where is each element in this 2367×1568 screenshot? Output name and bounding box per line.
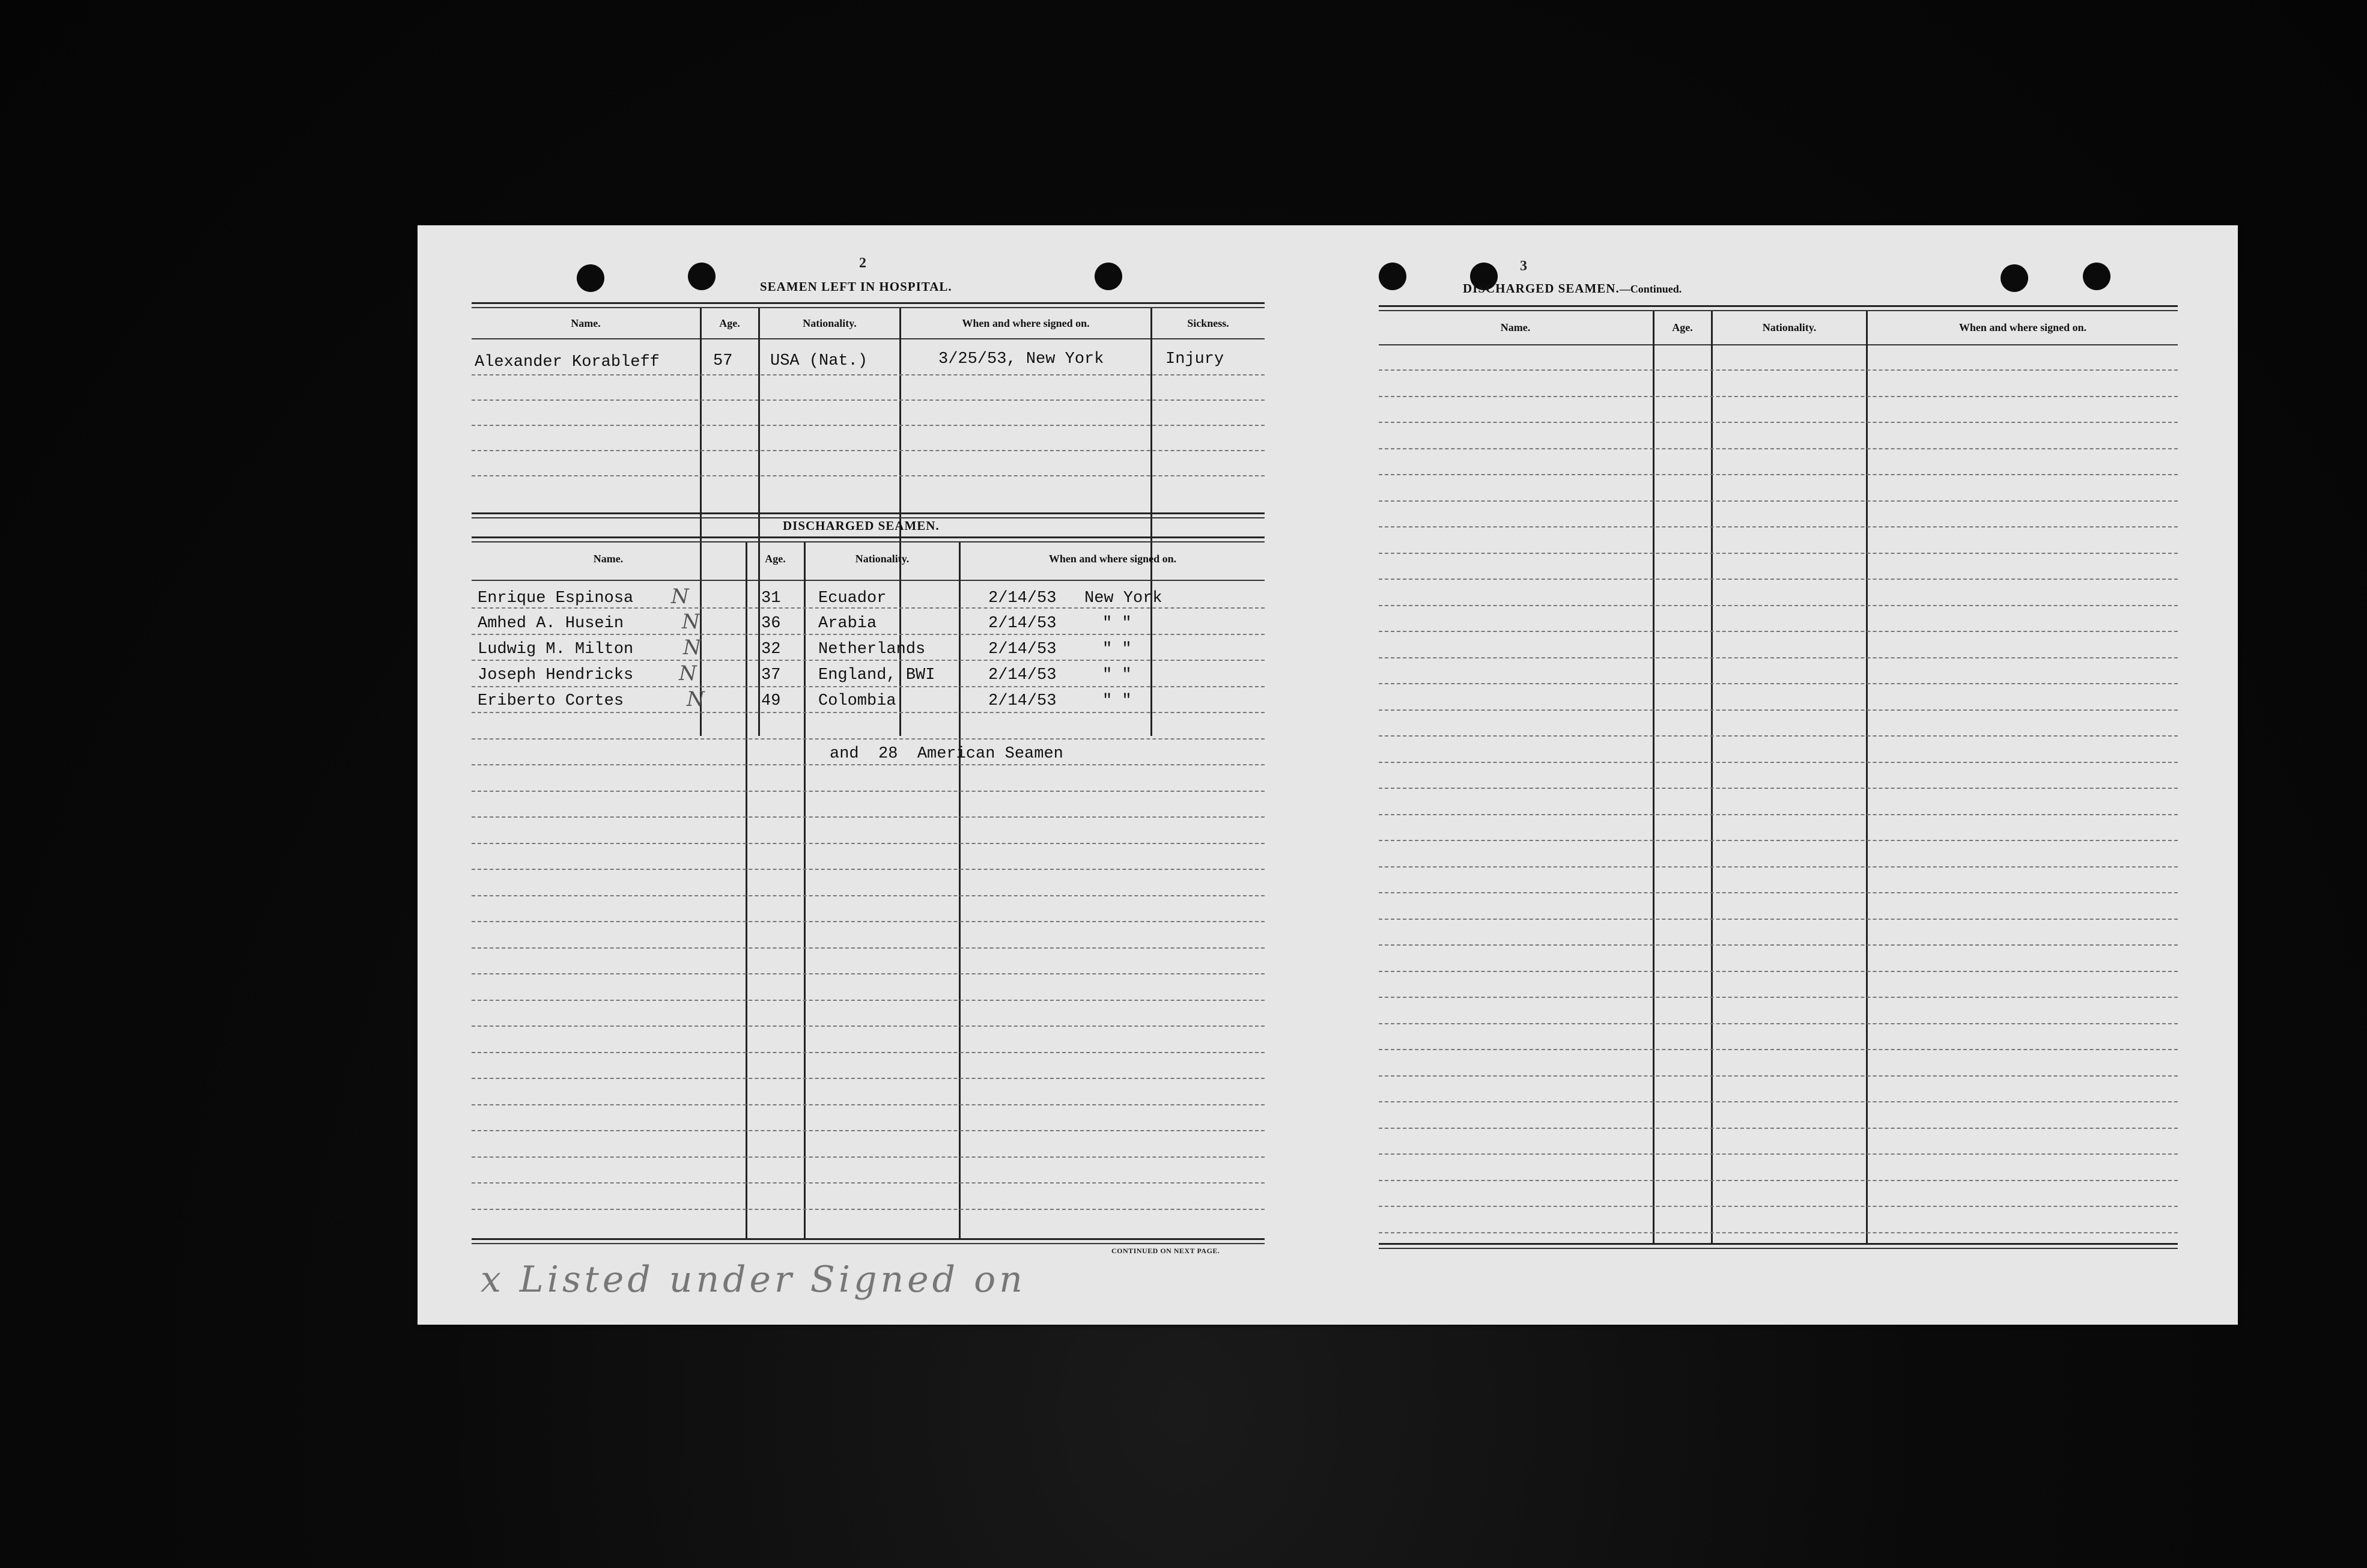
col-header-sickness: Sickness.	[1187, 317, 1229, 329]
title-text: DISCHARGED SEAMEN.	[1463, 281, 1620, 296]
handwritten-note: x Listed under Signed on	[481, 1259, 1026, 1301]
rule	[1379, 1243, 2178, 1245]
row-line	[472, 973, 1265, 974]
row-line	[472, 607, 1265, 609]
row-line	[1379, 840, 2178, 841]
row-line	[472, 764, 1265, 765]
american-seamen-note: and 28 American Seamen	[830, 745, 1063, 763]
row-line	[472, 895, 1265, 896]
row-line	[1379, 553, 2178, 554]
col-header-nationality: Nationality.	[1762, 321, 1817, 333]
row-line	[472, 1026, 1265, 1027]
nationality-mark: N	[682, 610, 700, 634]
row-line	[1379, 396, 2178, 397]
nationality-mark: N	[679, 661, 697, 685]
signed-on-date: 2/14/53	[988, 640, 1057, 658]
row-line	[1379, 683, 2178, 684]
row-line	[1379, 788, 2178, 789]
row-line	[472, 1130, 1265, 1131]
row-line	[1379, 474, 2178, 475]
seaman-nationality: Ecuador	[818, 589, 887, 607]
rule	[1379, 344, 2178, 345]
row-line	[1379, 605, 2178, 606]
row-line	[472, 1182, 1265, 1184]
row-line	[1379, 500, 2178, 502]
seaman-name: Amhed A. Husein	[478, 615, 624, 633]
row-line	[1379, 579, 2178, 580]
row-line	[1379, 657, 2178, 658]
col-header-name: Name.	[571, 317, 601, 329]
row-line	[472, 634, 1265, 635]
row-line	[1379, 814, 2178, 815]
punch-hole	[688, 263, 716, 290]
row-line	[472, 738, 1265, 740]
seaman-age: 49	[761, 692, 781, 710]
punch-hole	[2001, 264, 2028, 292]
discharged-section-title: DISCHARGED SEAMEN.	[783, 518, 940, 533]
row-line	[1379, 1049, 2178, 1050]
signed-on-place: " "	[1102, 640, 1132, 658]
col-header-signed-on: When and where signed on.	[1048, 553, 1177, 565]
page-number: 2	[859, 255, 866, 271]
row-line	[1379, 710, 2178, 711]
hospital-section-title: SEAMEN LEFT IN HOSPITAL.	[760, 279, 952, 294]
row-line	[1379, 631, 2178, 632]
signed-on-place: " "	[1102, 666, 1132, 684]
col-header-signed-on: When and where signed on.	[962, 317, 1090, 329]
rule	[1379, 310, 2178, 311]
punch-hole	[1379, 263, 1406, 290]
hospital-sickness: Injury	[1165, 350, 1224, 368]
row-line	[1379, 1128, 2178, 1129]
col-header-nationality: Nationality.	[803, 317, 857, 329]
seaman-name: Enrique Espinosa	[478, 589, 634, 607]
continued-note: CONTINUED ON NEXT PAGE.	[1111, 1247, 1220, 1255]
row-line	[1379, 866, 2178, 868]
row-line	[472, 475, 1265, 476]
left-page	[472, 225, 1265, 1325]
hospital-nationality: USA (Nat.)	[770, 352, 868, 370]
row-line	[472, 1000, 1265, 1001]
signed-on-place: New York	[1084, 589, 1162, 607]
seaman-age: 36	[761, 615, 781, 633]
row-line	[472, 686, 1265, 687]
row-line	[472, 1209, 1265, 1210]
row-line	[472, 374, 1265, 375]
row-line	[1379, 762, 2178, 763]
hospital-name: Alexander Korableff	[475, 353, 660, 371]
row-line	[472, 947, 1265, 949]
col-header-name: Name.	[593, 553, 624, 565]
rule	[1379, 1248, 2178, 1249]
col-header-age: Age.	[765, 553, 786, 565]
punch-hole	[1095, 263, 1122, 290]
row-line	[1379, 526, 2178, 527]
row-line	[472, 1052, 1265, 1053]
nationality-mark: N	[671, 585, 689, 609]
row-line	[1379, 892, 2178, 893]
punch-hole	[2083, 263, 2110, 290]
column-divider	[1711, 311, 1713, 1244]
punch-hole	[577, 264, 604, 292]
row-line	[1379, 369, 2178, 371]
row-line	[472, 791, 1265, 792]
row-line	[472, 1078, 1265, 1079]
rule	[472, 1243, 1265, 1244]
seaman-nationality: England, BWI	[818, 666, 935, 684]
signed-on-place: " "	[1102, 692, 1132, 710]
column-divider	[746, 542, 747, 1239]
column-divider	[1150, 308, 1152, 736]
signed-on-date: 2/14/53	[988, 692, 1057, 710]
row-line	[472, 660, 1265, 661]
rule	[472, 536, 1265, 538]
row-line	[472, 450, 1265, 451]
row-line	[1379, 1101, 2178, 1102]
col-header-age: Age.	[719, 317, 740, 329]
rule	[472, 338, 1265, 339]
hospital-signed-on: 3/25/53, New York	[938, 350, 1104, 368]
rule	[472, 302, 1265, 304]
row-line	[1379, 1206, 2178, 1207]
column-divider	[804, 542, 806, 1239]
seaman-nationality: Colombia	[818, 692, 896, 710]
row-line	[1379, 1023, 2178, 1024]
row-line	[1379, 1180, 2178, 1181]
row-line	[472, 816, 1265, 818]
rule	[472, 541, 1265, 542]
row-line	[472, 425, 1265, 426]
seaman-name: Joseph Hendricks	[478, 666, 634, 684]
signed-on-date: 2/14/53	[988, 589, 1057, 607]
seaman-name: Eriberto Cortes	[478, 692, 624, 710]
nationality-mark: N	[683, 636, 701, 660]
row-line	[1379, 735, 2178, 737]
row-line	[1379, 422, 2178, 423]
row-line	[472, 921, 1265, 922]
seaman-age: 32	[761, 640, 781, 658]
rule	[1379, 305, 2178, 307]
rule	[472, 307, 1265, 308]
col-header-nationality: Nationality.	[855, 553, 910, 565]
row-line	[472, 869, 1265, 870]
row-line	[1379, 971, 2178, 972]
seaman-name: Ludwig M. Milton	[478, 640, 634, 658]
row-line	[472, 400, 1265, 401]
row-line	[1379, 1153, 2178, 1155]
col-header-name: Name.	[1500, 321, 1531, 333]
column-divider	[700, 308, 702, 736]
row-line	[472, 712, 1265, 713]
page-number: 3	[1520, 258, 1527, 274]
seaman-nationality: Netherlands	[818, 640, 926, 658]
hospital-age: 57	[713, 352, 733, 370]
rule	[472, 580, 1265, 581]
row-line	[1379, 1075, 2178, 1077]
col-header-age: Age.	[1672, 321, 1693, 333]
nationality-mark: N	[687, 687, 705, 711]
row-line	[1379, 919, 2178, 920]
column-divider	[959, 542, 961, 1239]
seaman-age: 31	[761, 589, 781, 607]
rule	[472, 512, 1265, 514]
signed-on-date: 2/14/53	[988, 666, 1057, 684]
row-line	[472, 1104, 1265, 1105]
row-line	[472, 1156, 1265, 1158]
signed-on-place: " "	[1102, 615, 1132, 633]
document-sheet	[418, 225, 2238, 1325]
discharged-continued-title	[1463, 281, 1682, 296]
row-line	[1379, 448, 2178, 449]
column-divider	[1866, 311, 1868, 1244]
row-line	[472, 843, 1265, 844]
column-divider	[1653, 311, 1654, 1244]
column-divider	[758, 308, 760, 736]
row-line	[1379, 1232, 2178, 1233]
signed-on-date: 2/14/53	[988, 615, 1057, 633]
seaman-age: 37	[761, 666, 781, 684]
rule	[472, 1238, 1265, 1240]
row-line	[1379, 944, 2178, 946]
seaman-nationality: Arabia	[818, 615, 877, 633]
title-suffix: —Continued.	[1619, 283, 1682, 295]
right-page	[1379, 225, 2178, 1325]
row-line	[1379, 997, 2178, 998]
col-header-signed-on: When and where signed on.	[1958, 321, 2087, 333]
